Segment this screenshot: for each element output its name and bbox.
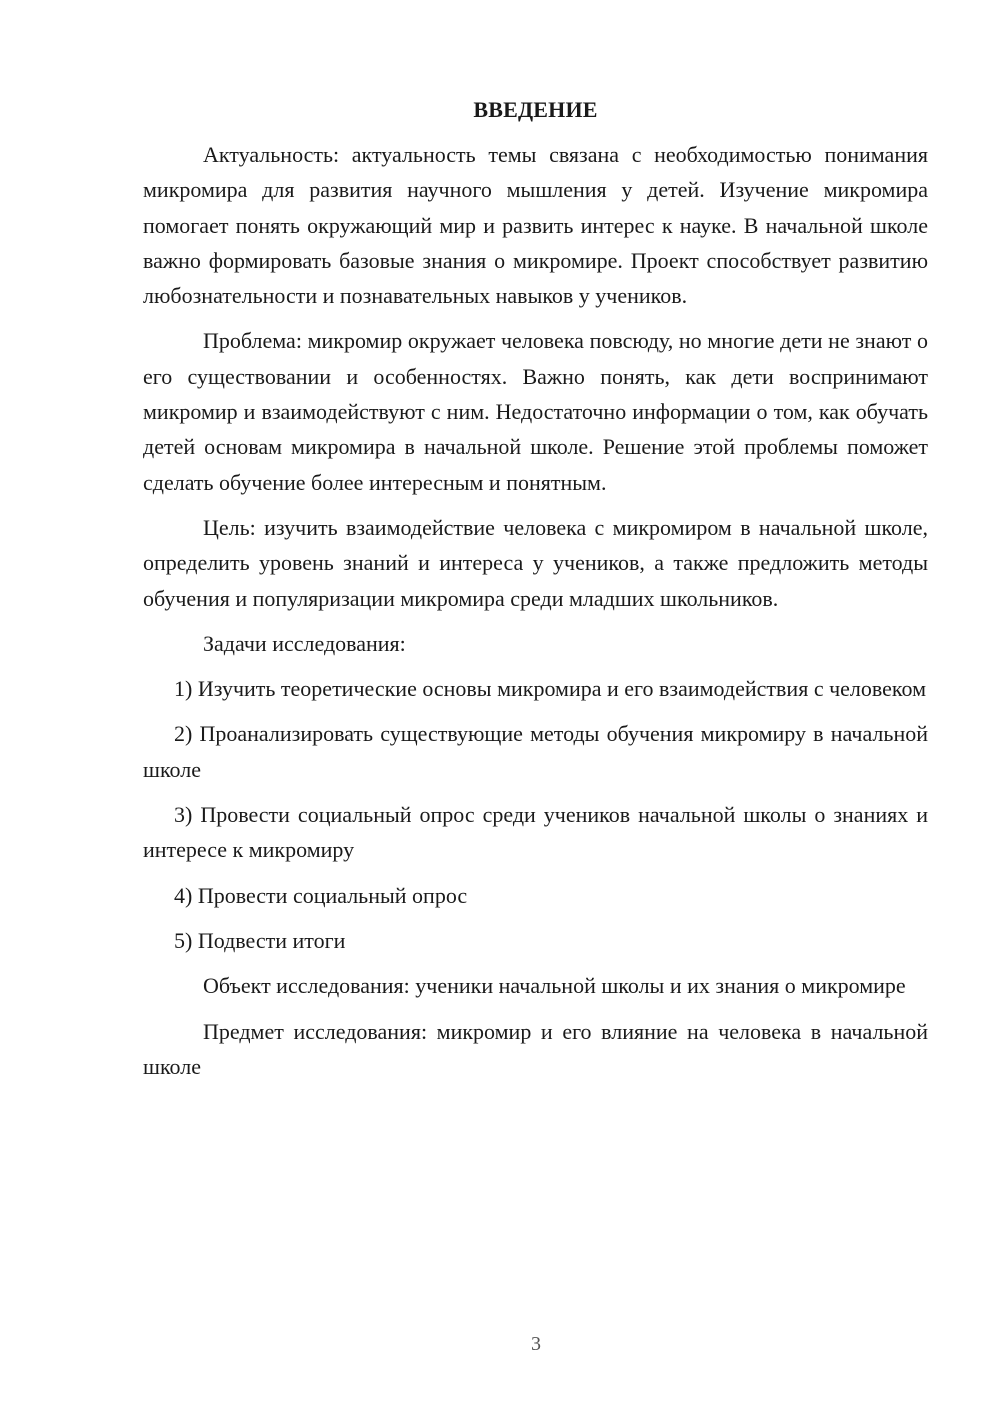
subject-paragraph: Предмет исследования: микромир и его влияние на человека в начальной школе bbox=[143, 1018, 928, 1079]
relevance-paragraph: Актуальность: актуальность темы связана с необходимостью понимания микромира для развития научного мышления у детей. Изучение микромира помогает понять окружающий мир и развить интерес к науке. В начальной школе важно формировать базовые знания о микромире. Проект способствует развитию любознательности и познавательных навыков у учеников. bbox=[143, 142, 928, 309]
task-item-1: 1) Изучить теоретические основы микромира и его взаимодействия с человеком bbox=[174, 676, 926, 702]
problem-paragraph: Проблема: микромир окружает человека повсюду, но многие дети не знают о его существовании и особенностях. Важно понять, как дети воспринимают микромир и взаимодействуют с ним. Недостаточно информации о том, как обучать детей основам микромира в начальной школе. Решение этой проблемы поможет сделать обучение более интересным и понятным. bbox=[143, 328, 928, 495]
task-item-4: 4) Провести социальный опрос bbox=[174, 882, 468, 908]
section-title: ВВЕДЕНИЕ bbox=[473, 97, 598, 122]
task-item-3: 3) Провести социальный опрос среди учеников начальной школы о знаниях и интересе к микромиру bbox=[143, 802, 928, 863]
goal-paragraph: Цель: изучить взаимодействие человека с микромиром в начальной школе, определить уровень знаний и интереса у учеников, а также предложить методы обучения и популяризации микромира среди младших школьников. bbox=[143, 514, 928, 611]
object-paragraph: Объект исследования: ученики начальной школы и их знания о микромире bbox=[203, 973, 906, 999]
document-body bbox=[143, 92, 928, 1094]
task-item-5: 5) Подвести итоги bbox=[174, 927, 346, 953]
tasks-heading: Задачи исследования: bbox=[203, 630, 406, 656]
task-item-2: 2) Проанализировать существующие методы обучения микромиру в начальной школе bbox=[143, 721, 928, 782]
page-number: 3 bbox=[531, 1333, 541, 1355]
